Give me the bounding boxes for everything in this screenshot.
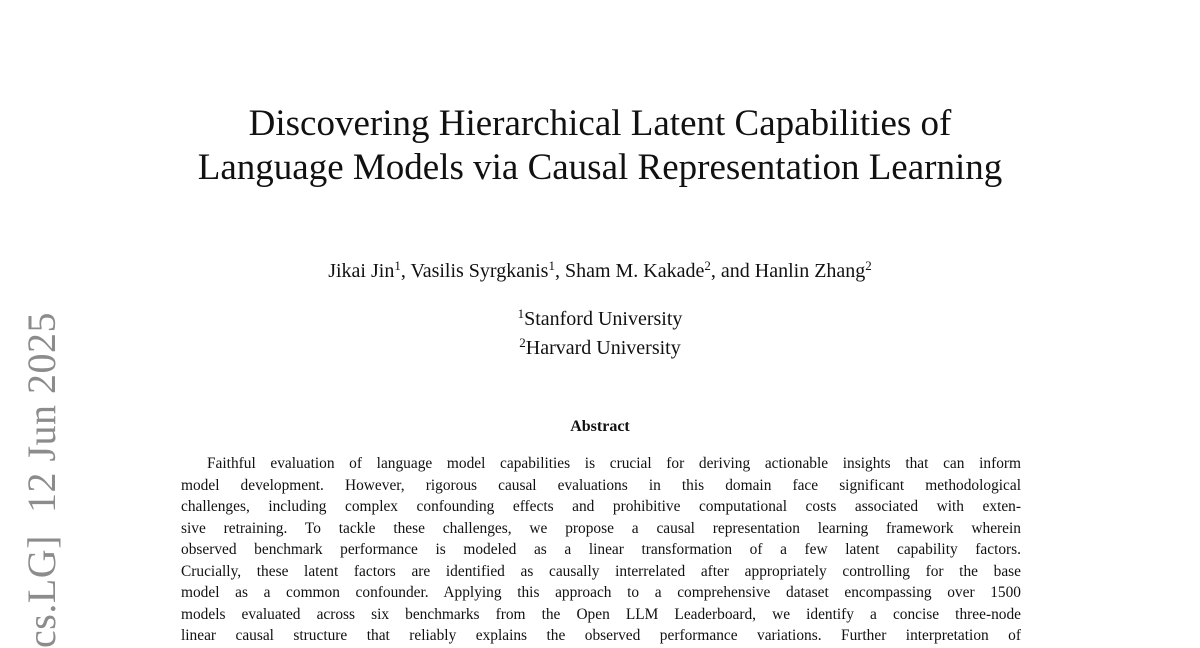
- affiliation-list: [100, 305, 1100, 363]
- author-name: Jikai Jin: [328, 260, 395, 282]
- paper-title: [100, 102, 1100, 190]
- abstract-line: Faithful evaluation of language model capabilities is crucial for deriving actionable insights that can inform: [207, 455, 1021, 472]
- author-name: Hanlin Zhang: [754, 260, 866, 282]
- author-name: Vasilis Syrgkanis: [410, 260, 549, 282]
- abstract-line: challenges, including complex confounding effects and prohibitive computational costs associated with exten-: [181, 498, 1021, 515]
- author-affiliation-mark: 2: [865, 258, 872, 273]
- author-affiliation-mark: 2: [704, 258, 711, 273]
- abstract-line: sive retraining. To tackle these challenges, we propose a causal representation learning framework wherein: [181, 519, 1021, 537]
- arxiv-category: cs.LG]: [19, 535, 64, 648]
- affiliation-item: [100, 305, 1100, 334]
- arxiv-identifier-stamp: [19, 311, 64, 648]
- affiliation-number: 2: [519, 335, 526, 350]
- author-separator: , and: [710, 260, 755, 282]
- abstract-body: [181, 453, 1021, 647]
- abstract-heading: Abstract: [570, 418, 630, 435]
- title-line-1: Discovering Hierarchical Latent Capabilities of: [248, 103, 952, 144]
- arxiv-date: 12 Jun 2025: [19, 311, 64, 514]
- affiliation-number: 1: [517, 306, 525, 321]
- author-separator: ,: [400, 260, 411, 282]
- abstract-line: Crucially, these latent factors are identified as causally interrelated after appropriately controlling for the base: [181, 562, 1021, 580]
- author-affiliation-mark: 1: [394, 258, 401, 273]
- title-line-2: Language Models via Causal Representation Learning: [197, 147, 1003, 188]
- author-name: Sham M. Kakade: [564, 260, 705, 282]
- affiliation-name: Harvard University: [525, 337, 681, 359]
- author-list: [100, 258, 1100, 284]
- affiliation-name: Stanford University: [524, 308, 683, 330]
- abstract-line: observed benchmark performance is modeled as a linear transformation of a few latent capability factors.: [181, 541, 1021, 558]
- author-affiliation-mark: 1: [548, 258, 555, 273]
- abstract-line: linear causal structure that reliably explains the observed performance variations. Further interpretation of: [181, 627, 1021, 644]
- author-separator: ,: [554, 260, 565, 282]
- abstract-line: model development. However, rigorous causal evaluations in this domain face significant methodological: [181, 476, 1021, 494]
- abstract-line: models evaluated across six benchmarks from the Open LLM Leaderboard, we identify a concise three-node: [181, 605, 1021, 623]
- affiliation-item: [100, 334, 1100, 363]
- abstract-line: model as a common confounder. Applying this approach to a comprehensive dataset encompassing over 1500: [181, 584, 1021, 601]
